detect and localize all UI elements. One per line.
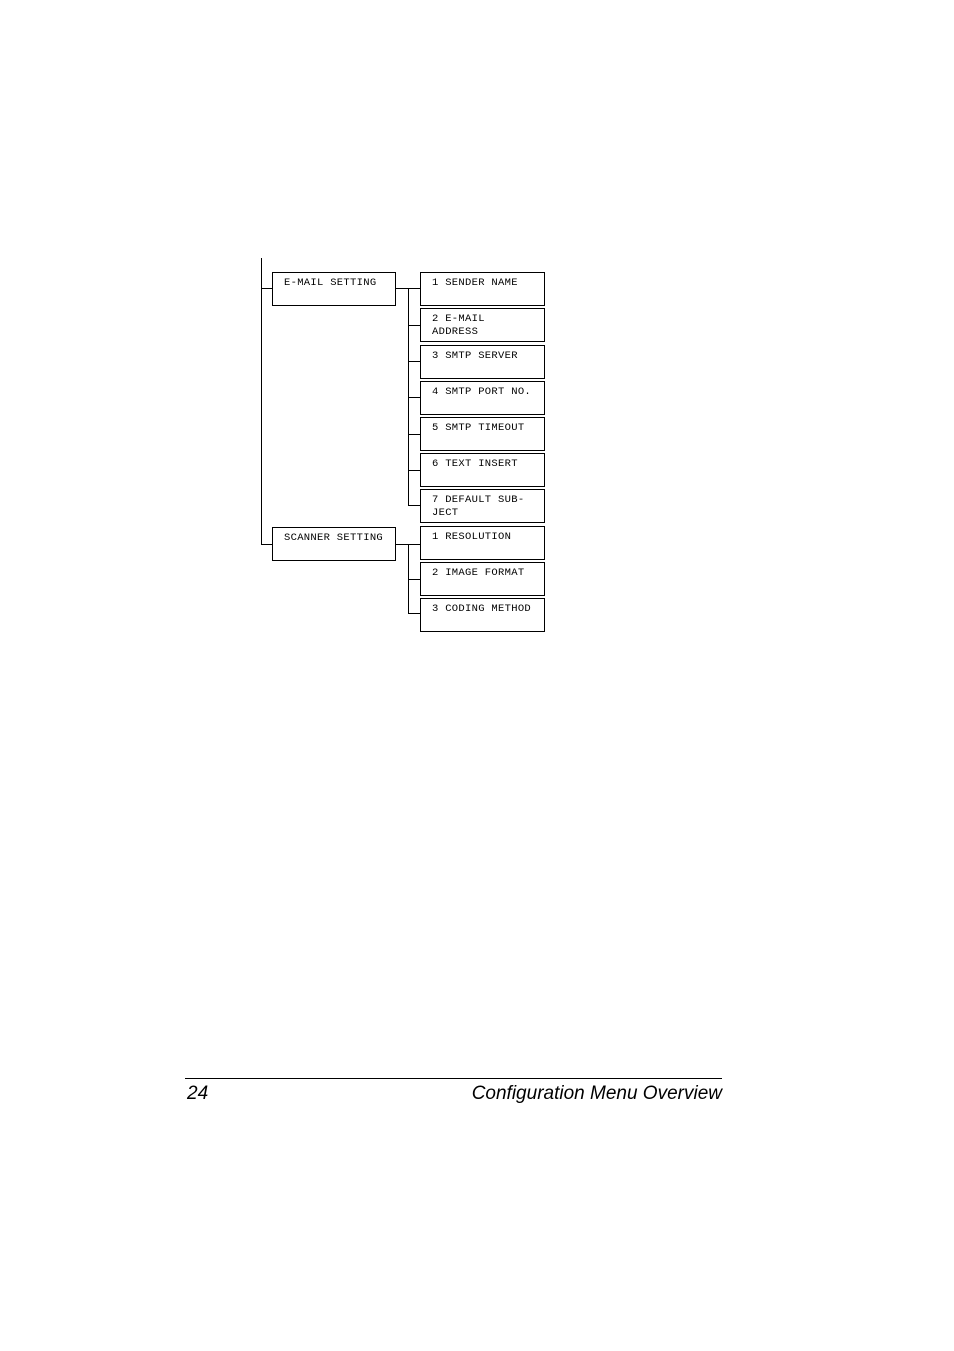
menu-item-text-insert: 6 TEXT INSERT [420, 453, 545, 487]
menu-item-email-address: 2 E-MAIL ADDRESS [420, 308, 545, 342]
item-connector [408, 434, 420, 435]
menu-item-resolution: 1 RESOLUTION [420, 526, 545, 560]
page-number: 24 [187, 1083, 209, 1104]
menu-group-email-setting: E-MAIL SETTING [272, 272, 396, 306]
trunk-connector [261, 544, 272, 545]
menu-group-scanner-setting: SCANNER SETTING [272, 527, 396, 561]
menu-item-image-format: 2 IMAGE FORMAT [420, 562, 545, 596]
section-title: Configuration Menu Overview [471, 1083, 722, 1104]
menu-item-smtp-timeout: 5 SMTP TIMEOUT [420, 417, 545, 451]
item-connector [408, 361, 420, 362]
menu-item-smtp-server: 3 SMTP SERVER [420, 345, 545, 379]
item-connector [408, 325, 420, 326]
item-connector [408, 579, 420, 580]
menu-item-smtp-port-no: 4 SMTP PORT NO. [420, 381, 545, 415]
item-connector [408, 397, 420, 398]
item-connector [408, 613, 420, 614]
trunk-connector [261, 288, 272, 289]
item-connector [408, 470, 420, 471]
menu-item-coding-method: 3 CODING METHOD [420, 598, 545, 632]
menu-item-default-subject: 7 DEFAULT SUB- JECT [420, 489, 545, 523]
footer-rule [185, 1078, 722, 1079]
tree-trunk-line [261, 258, 262, 545]
item-connector [408, 505, 420, 506]
menu-item-sender-name: 1 SENDER NAME [420, 272, 545, 306]
